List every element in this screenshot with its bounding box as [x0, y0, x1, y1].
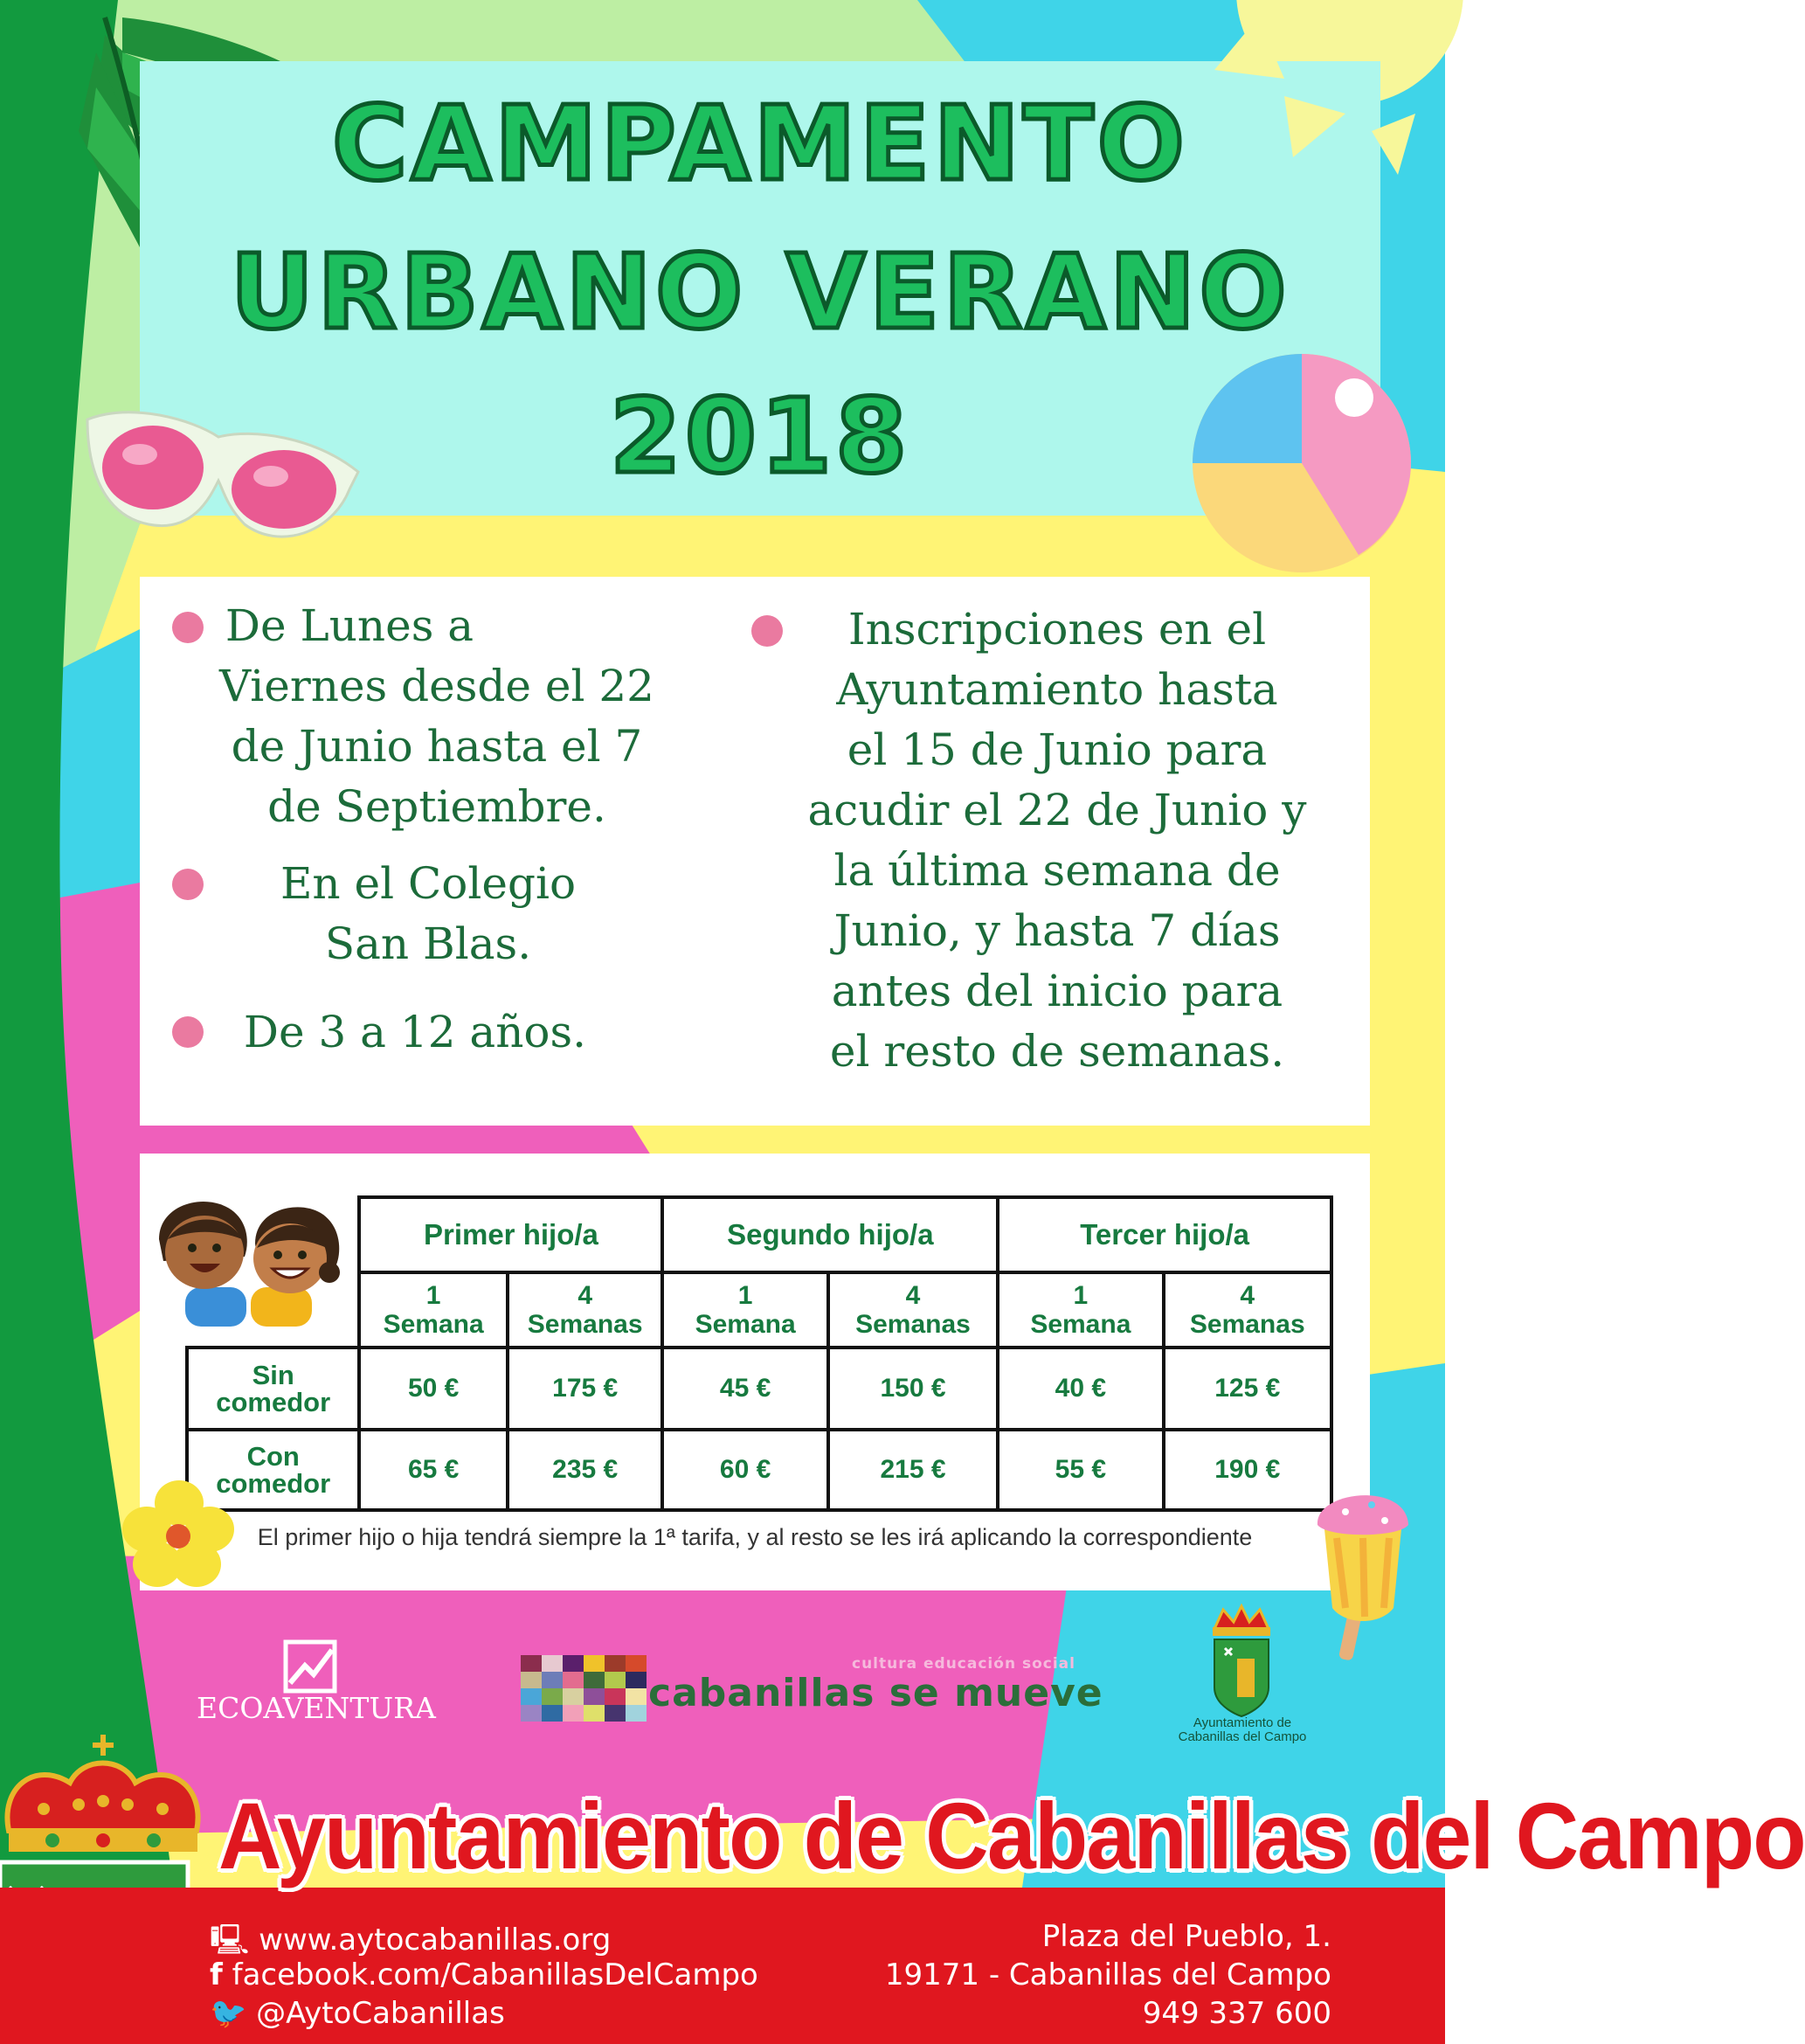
row-header-label: Sin comedor [216, 1360, 331, 1417]
price-cell: 235 € [508, 1430, 663, 1510]
price-cell: 40 € [998, 1348, 1163, 1430]
column-header [359, 1272, 508, 1348]
price-cell: 215 € [828, 1430, 998, 1510]
registration-text: Inscripciones en el Ayuntamiento hasta el 15 de Junio para acudir el 22 de Junio y la última semana de Junio, y hasta 7 días antes del inicio para el resto de semanas. [807, 604, 1307, 1077]
price-cell: 150 € [828, 1348, 998, 1430]
price-note: El primer hijo o hija tendrá siempre la 1ª tarifa, y al resto se les irá aplicando la correspondiente [257, 1524, 1253, 1550]
price-cell: 45 € [662, 1348, 827, 1430]
ecoaventura-logo-text: ECOAVENTURA [197, 1691, 436, 1725]
row-header [187, 1348, 359, 1430]
column-header-label: 4 Semanas [527, 1281, 643, 1339]
title-line-3: 2018 [609, 376, 911, 496]
facebook-line[interactable] [210, 1957, 758, 1992]
facebook-link[interactable]: facebook.com/CabanillasDelCampo [232, 1957, 758, 1992]
table-row [187, 1348, 1331, 1430]
schedule-text-cont: Viernes desde el 22 de Junio hasta el 7 de Septiembre. [219, 661, 654, 832]
column-header [508, 1272, 663, 1348]
organization-title: Ayuntamiento de Cabanillas del Campo [218, 1783, 1805, 1888]
column-group-header: Tercer hijo/a [998, 1197, 1331, 1272]
website-link[interactable]: www.aytocabanillas.org [259, 1923, 612, 1957]
address-line-2: 19171 - Cabanillas del Campo [884, 1957, 1331, 1992]
column-header-label: 1 Semana [383, 1281, 484, 1339]
phone-number: 949 337 600 [1142, 1996, 1331, 2031]
title-line-1: CAMPAMENTO [332, 83, 1188, 204]
column-header [998, 1272, 1163, 1348]
price-cell: 50 € [359, 1348, 508, 1430]
column-group-header: Primer hijo/a [359, 1197, 662, 1272]
column-header-label: 4 Semanas [1189, 1281, 1305, 1339]
cabanillas-logo-text: cabanillas se mueve [648, 1671, 1103, 1715]
sunglasses-icon [79, 402, 367, 551]
price-cell: 65 € [359, 1430, 508, 1510]
column-header [828, 1272, 998, 1348]
row-header-label: Con comedor [216, 1441, 331, 1499]
twitter-line[interactable] [210, 1996, 505, 2031]
twitter-icon: 🐦 [210, 1996, 247, 2031]
price-cell: 60 € [662, 1430, 827, 1510]
table-row [187, 1197, 1331, 1272]
beach-ball-icon [1184, 371, 1411, 555]
facebook-icon: f [210, 1957, 223, 1992]
age-range-text: De 3 a 12 años. [243, 1007, 587, 1057]
cabanillas-logo-tagline: cultura educación social [852, 1655, 1075, 1673]
schedule-text: De Lunes a [225, 600, 474, 651]
cabanillas-mosaic-logo [521, 1655, 647, 1722]
column-header [662, 1272, 827, 1348]
table-row [187, 1272, 1331, 1348]
column-header-label: 4 Semanas [855, 1281, 971, 1339]
location-text: En el Colegio San Blas. [280, 858, 577, 969]
ecoaventura-logo-icon [283, 1639, 337, 1694]
column-group-header: Segundo hijo/a [662, 1197, 998, 1272]
twitter-link[interactable]: @AytoCabanillas [256, 1996, 505, 2031]
bullet-icon [172, 869, 204, 900]
column-header [1164, 1272, 1331, 1348]
address-line-1: Plaza del Pueblo, 1. [1041, 1919, 1331, 1954]
computer-icon: 🖳 [210, 1923, 250, 1957]
price-cell: 125 € [1164, 1348, 1331, 1430]
triangle-decorations [1197, 17, 1442, 184]
column-header-label: 1 Semana [695, 1281, 796, 1339]
flower-icon [122, 1477, 236, 1599]
column-header-label: 1 Semana [1030, 1281, 1131, 1339]
ice-cream-icon [1311, 1486, 1415, 1660]
bullet-icon [172, 1016, 204, 1048]
municipal-crest-logo [1207, 1604, 1276, 1718]
price-cell: 190 € [1164, 1430, 1331, 1510]
table-row [187, 1430, 1331, 1510]
price-cell: 55 € [998, 1430, 1163, 1510]
price-cell: 175 € [508, 1348, 663, 1430]
price-table [185, 1195, 1333, 1512]
title-line-2: URBANO VERANO [230, 232, 1290, 352]
municipal-crest-text: Ayuntamiento de Cabanillas del Campo [1178, 1715, 1307, 1744]
